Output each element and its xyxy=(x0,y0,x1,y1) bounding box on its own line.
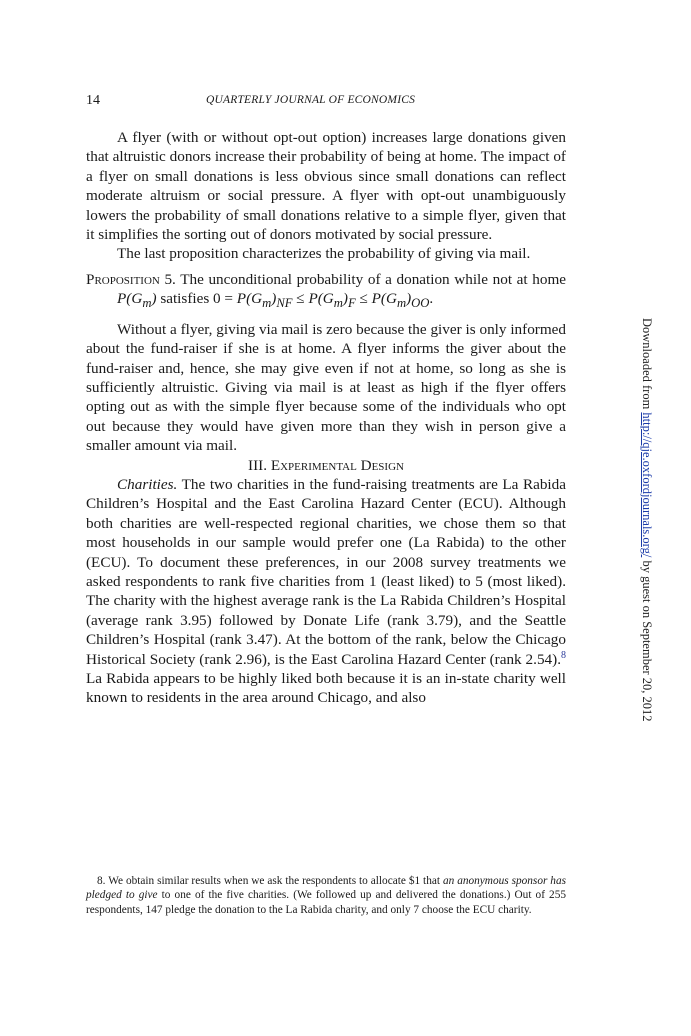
page-header xyxy=(86,93,566,111)
journal-link[interactable]: http://qje.oxfordjournals.org/ xyxy=(640,412,654,558)
footnote-number: 8. xyxy=(97,875,106,887)
paragraph-mail-intro: The last proposition characterizes the probability of giving via mail. xyxy=(117,245,531,263)
proposition-label: Proposition 5. xyxy=(86,270,176,288)
footnote-text-b: to one of the five charities. (We followed up and delivered the donations.) Out of 255 respondents, 147 pledge the donation to the La Rabida charity, and only 7 choose the ECU charity. xyxy=(86,889,567,916)
proposition-5 xyxy=(86,270,566,314)
download-prefix: Downloaded from xyxy=(640,318,654,413)
footnote-ref-8[interactable]: 8 xyxy=(561,649,566,661)
charities-text: The two charities in the fund-raising treatments are La Rabida Children’s Hospital and the East Carolina Hazard Center (ECU). Although both charities are well-respected regional charities, we chose them so that most households in our sample would prefer one (La Rabida) to the other (ECU). To document these preferences, in our 2008 survey treatments we asked respondents to rank five charities from 1 (least liked) to 5 (most liked). The charity with the highest average rank is the La Rabida Children’s Hospital (average rank 3.95) followed by Donate Life (rank 3.79), and the Seattle Children’s Hospital (rank 3.47). At the bottom of the rank, below the Chicago Historical Society (rank 2.96), is the East Carolina Hazard Center (rank 2.54). xyxy=(86,475,566,668)
body-text xyxy=(86,128,566,708)
charities-lead: Charities. xyxy=(117,475,178,493)
section-heading: III. Experimental Design xyxy=(248,456,404,474)
paragraph-mail-explanation: Without a flyer, giving via mail is zero because the giver is only informed about the fund-raiser if she is at home. A flyer informs the giver about the fund-raiser and, hence, she may give even if not at home, so long as she is sufficiently altruistic. Giving via mail is at least as high if the flyer offers opting out as with the simple flyer because some of the individuals who opt out because they would have given more than they wish in person give a smaller amount via mail. xyxy=(86,320,566,455)
footnote-8 xyxy=(86,874,566,917)
paragraph-charities xyxy=(86,475,566,708)
paragraph-flyer-effects: A flyer (with or without opt-out option) increases large donations given that altruistic donors increase their probability of being at home. The impact of a flyer on small donations is less obvious since small donations can reflect moderate altruism or social pressure. A flyer with opt-out unambiguously lowers the probability of small donations relative to a simple flyer, given that it simplifies the sorting out of donors motivated by social pressure. xyxy=(86,129,566,244)
running-head: QUARTERLY JOURNAL OF ECONOMICS xyxy=(206,94,416,106)
download-suffix: by guest on September 20, 2012 xyxy=(640,557,654,722)
footnote-text-a: We obtain similar results when we ask the respondents to allocate $1 that xyxy=(108,875,440,887)
charities-tail: La Rabida appears to be highly liked both because it is an in-state charity well known to residents in the area around Chicago, and also xyxy=(86,670,566,707)
footnote-text xyxy=(86,874,566,917)
proposition-text: The unconditional probability of a donation while not at home xyxy=(180,270,566,288)
proposition-math: $P(G_m)$ satisfies $0 = P(G_m)_{NF} \le P(G_m)_F \le P(G_m)_{OO}$. xyxy=(117,290,434,311)
page-number: 14 xyxy=(86,93,100,108)
download-sidebar xyxy=(640,318,656,722)
download-notice xyxy=(639,318,654,722)
footnote-italic: an anonymous sponsor has pledged to give xyxy=(86,875,567,902)
